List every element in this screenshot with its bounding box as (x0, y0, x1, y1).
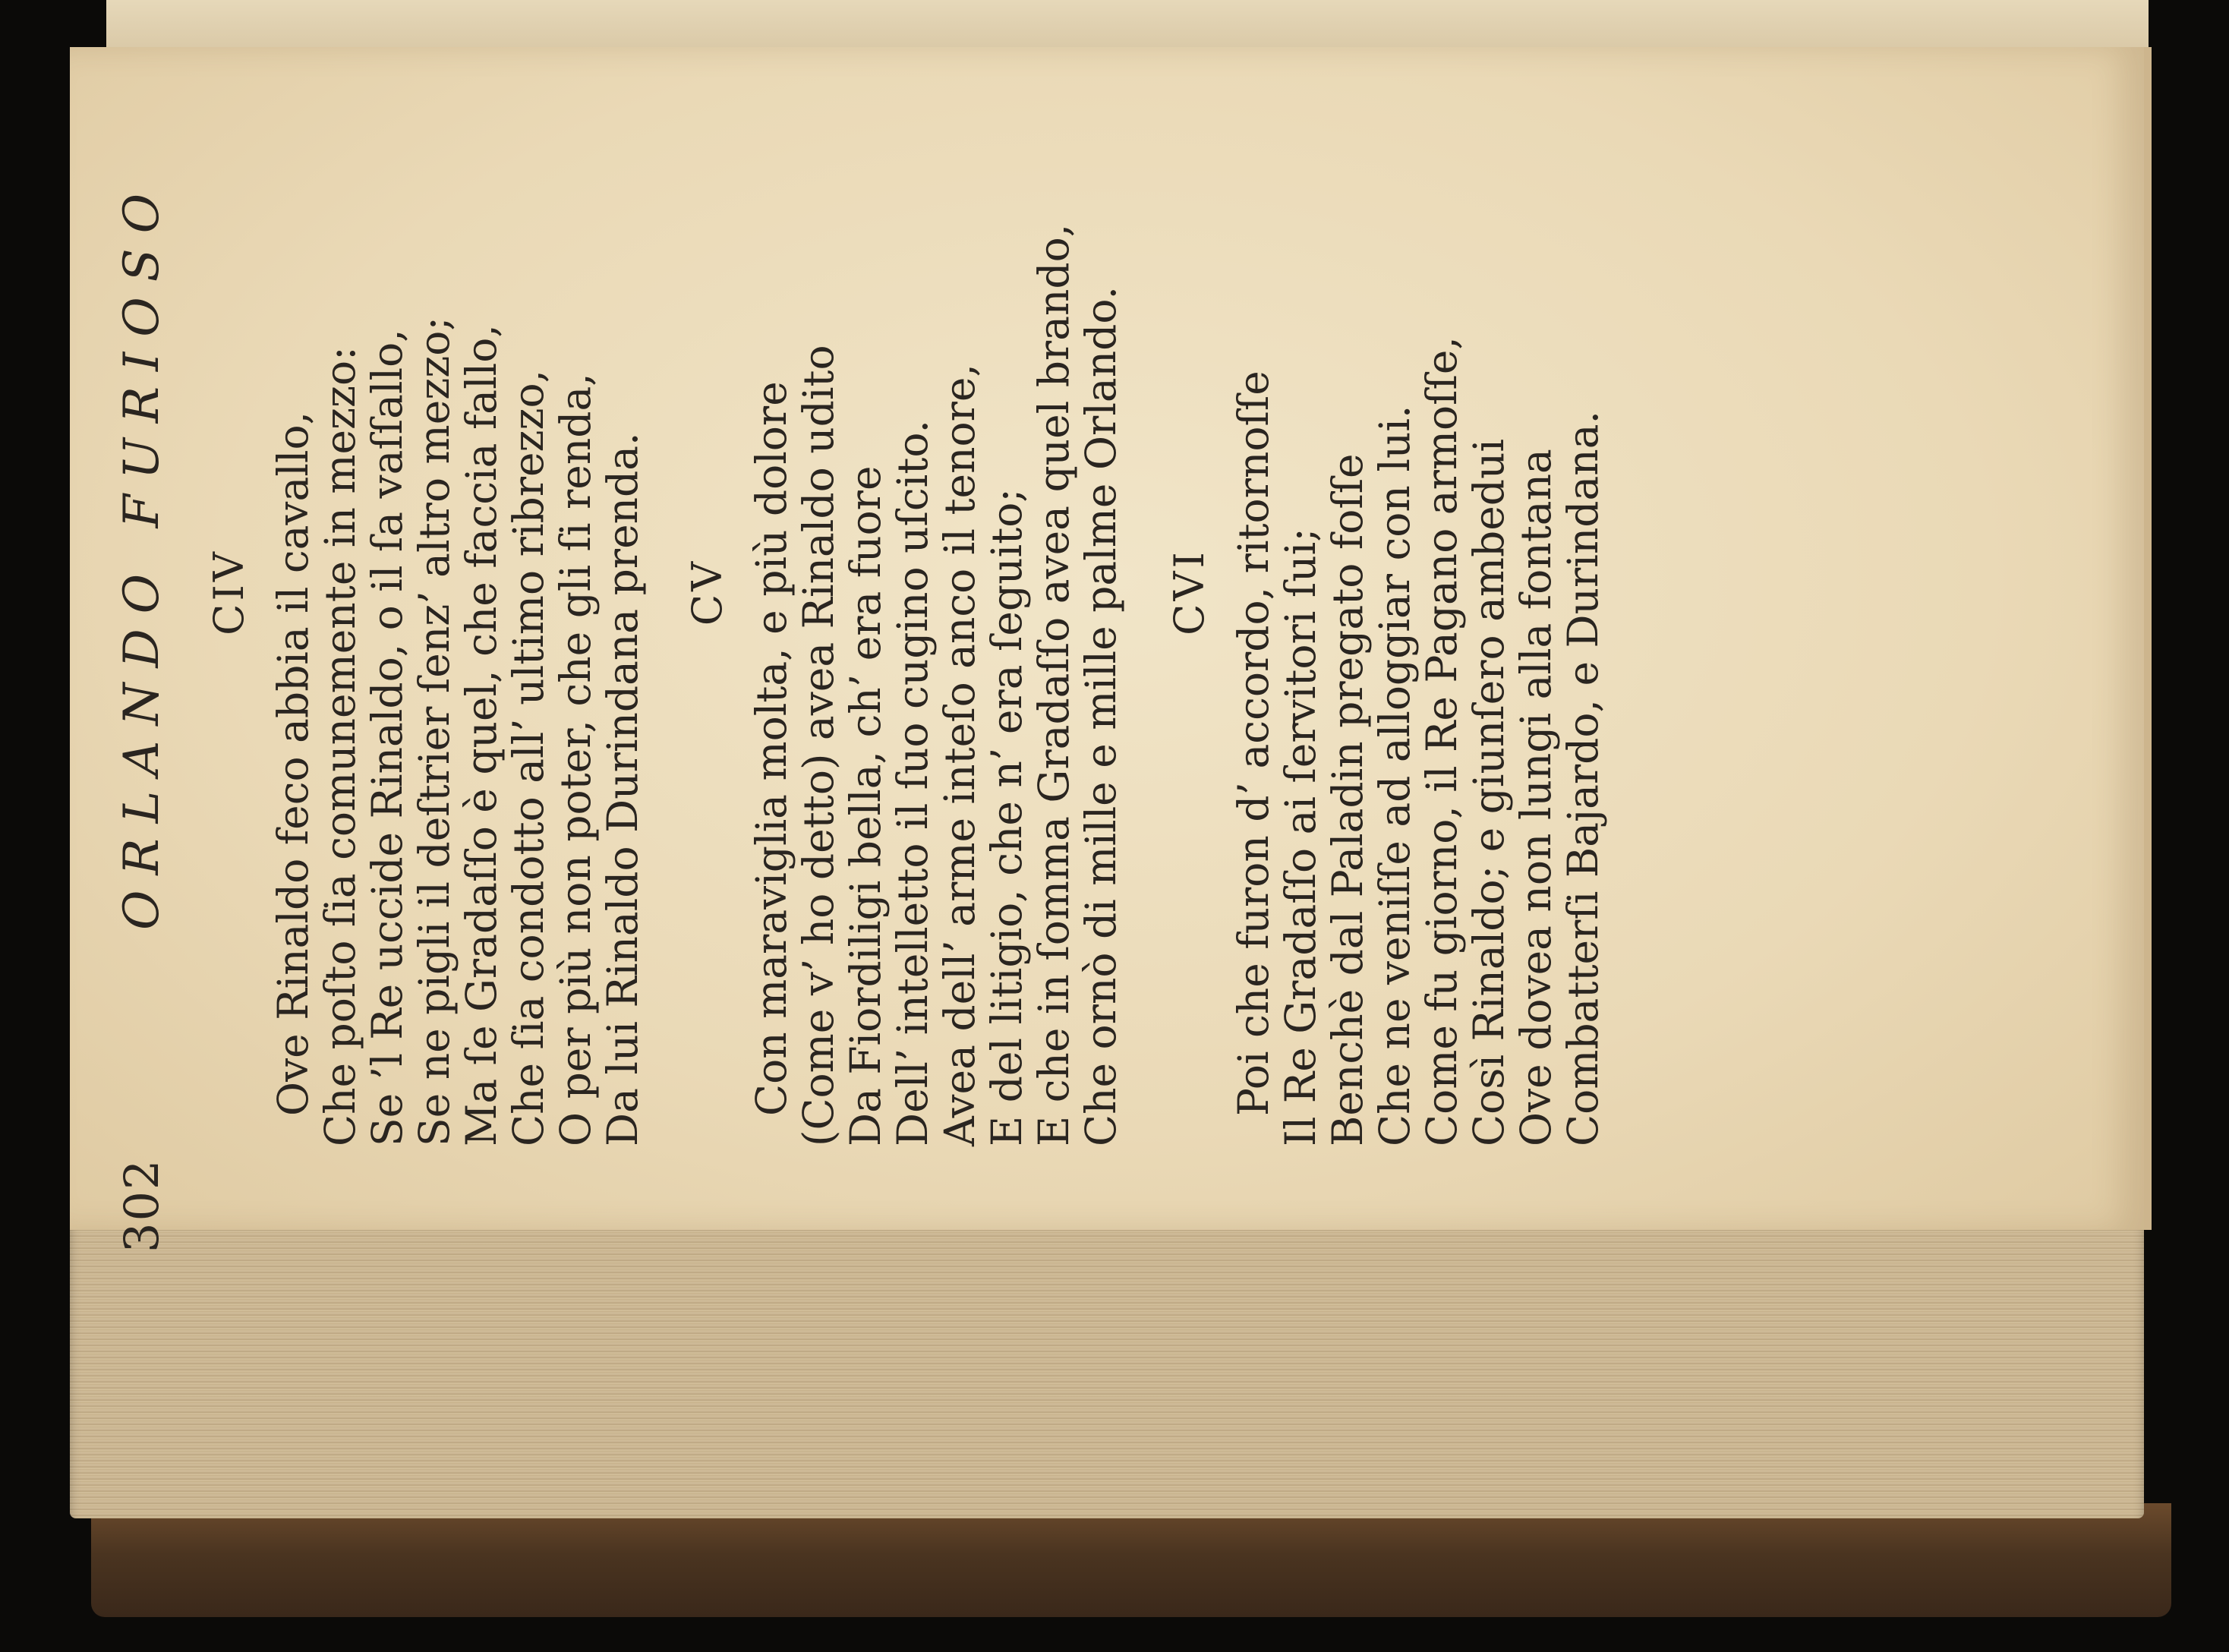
verse-line: Combatterſi Bajardo, e Durindana. (1559, 411, 1607, 1146)
running-title: ORLANDO FURIOSO (114, 178, 170, 931)
verse-line: Che poſto ſia comunemente in mezzo: (316, 346, 364, 1146)
page-text-block (106, 0, 1852, 1253)
verse-line: Da Fiordiligi bella, ch’ era fuore (841, 465, 890, 1146)
verse-line: O per più non poter, che gli ſi renda, (551, 373, 600, 1146)
verse-line: Da lui Rinaldo Durindana prenda. (598, 432, 647, 1146)
verse-line: Benchè dal Paladin pregato foſſe (1323, 453, 1372, 1146)
verse-line: Come fu giorno, il Re Pagano armoſſe, (1417, 336, 1466, 1146)
book-spine (91, 1503, 2171, 1617)
stanza-number: CIV (205, 549, 253, 635)
page-number: 302 (114, 1158, 169, 1253)
verse-line: Ma ſe Gradaſſo è quel, che faccia fallo, (457, 324, 506, 1146)
verse-line: Se ne pigli il deſtrier ſenz’ altro mezzo; (410, 317, 459, 1146)
verse-line: Con maraviglia molta, e più dolore (747, 381, 796, 1116)
page-header (106, 0, 182, 1253)
stanza (270, 0, 646, 1146)
verse-line: E che in ſomma Gradaſſo avea quel brando, (1029, 223, 1078, 1146)
verse-line: Ove dovea non lungi alla fontana (1512, 449, 1560, 1146)
stanza (1230, 0, 1606, 1146)
verse-line: Che ne veniſſe ad alloggiar con lui. (1370, 405, 1419, 1146)
verse-line: E del litigio, che n’ era ſeguito; (982, 488, 1031, 1146)
verse-line: Il Re Gradaſſo ai ſervitori ſui; (1276, 528, 1325, 1146)
stanza-number: CVI (1165, 549, 1213, 635)
stanza-number: CV (683, 558, 731, 626)
verse-line: Dell’ intelletto il ſuo cugino uſcito. (888, 420, 937, 1146)
verse-line: Se ’l Re uccide Rinaldo, o il ſa vaſſallo, (363, 329, 411, 1146)
verse-line: Ove Rinaldo feco abbia il cavallo, (269, 411, 317, 1116)
verse-line: Che ornò di mille e mille palme Orlando. (1077, 286, 1125, 1146)
verse-line: Avea dell’ arme inteſo anco il tenore, (935, 364, 984, 1146)
verse-line: (Come v’ ho detto) avea Rinaldo udito (794, 345, 843, 1146)
verse-line: Che ſia condotto all’ ultimo ribrezzo, (504, 369, 553, 1146)
verse-line: Così Rinaldo; e giunſero ambedui (1464, 438, 1513, 1146)
page-edges (70, 1215, 2144, 1518)
verse-line: Poi che furon d’ accordo, ritornoſſe (1229, 370, 1278, 1116)
stanza (748, 0, 1124, 1146)
